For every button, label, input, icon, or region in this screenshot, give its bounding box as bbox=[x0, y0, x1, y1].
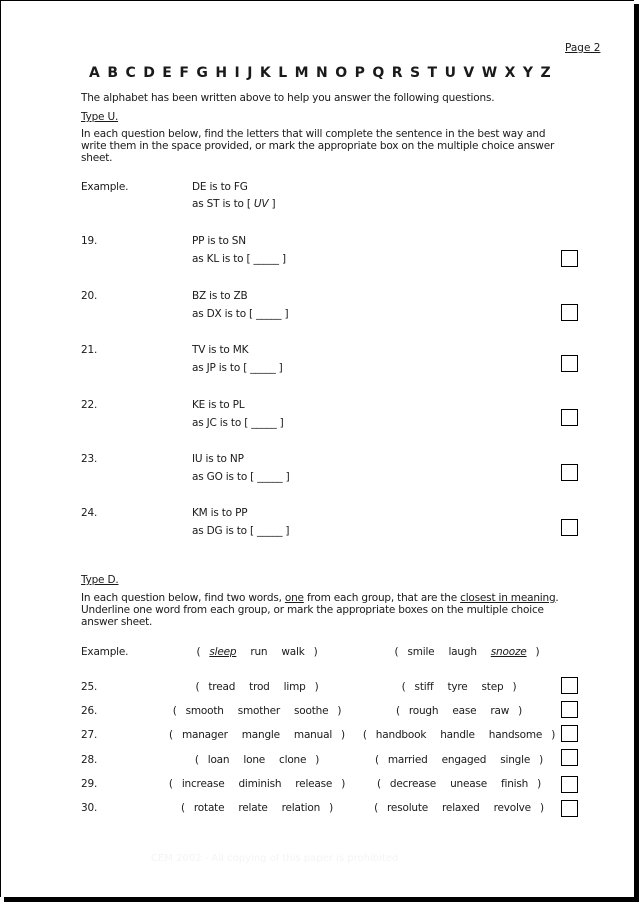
word-option[interactable]: laugh bbox=[448, 646, 477, 658]
question-number: 27. bbox=[81, 729, 98, 741]
question-line2: as JC is to [ _____ ] bbox=[192, 417, 284, 429]
open-paren: ( bbox=[376, 778, 381, 790]
word-option[interactable]: walk bbox=[281, 646, 305, 658]
question-line2: as GO is to [ _____ ] bbox=[192, 471, 290, 483]
close-paren: ) bbox=[518, 705, 523, 717]
close-paren: ) bbox=[535, 646, 540, 658]
word-option[interactable]: ease bbox=[452, 705, 477, 717]
open-paren: ( bbox=[194, 754, 199, 766]
alphabet-letter: Q bbox=[372, 65, 385, 81]
word-option[interactable]: lone bbox=[243, 754, 266, 766]
word-option[interactable]: loan bbox=[207, 754, 230, 766]
word-option[interactable]: mangle bbox=[241, 729, 280, 741]
open-paren: ( bbox=[395, 705, 400, 717]
answer-box[interactable] bbox=[561, 677, 578, 694]
answer-box[interactable] bbox=[561, 250, 578, 267]
answer-box[interactable] bbox=[561, 464, 578, 481]
question-line1: PP is to SN bbox=[192, 235, 246, 247]
alphabet-letter: N bbox=[316, 65, 328, 81]
question-line1: IU is to NP bbox=[192, 453, 244, 465]
word-option[interactable]: smooth bbox=[185, 705, 224, 717]
word-group bbox=[317, 646, 617, 658]
alphabet-letter: G bbox=[196, 65, 208, 81]
instr-part1: In each question below, find two words, bbox=[81, 592, 285, 604]
alphabet-letter: J bbox=[247, 65, 253, 81]
close-paren: ) bbox=[341, 729, 345, 741]
alphabet-letter: O bbox=[335, 65, 348, 81]
instr-closest: closest in meaning bbox=[460, 592, 556, 604]
word-option[interactable]: resolute bbox=[387, 802, 429, 814]
close-paren: ) bbox=[539, 754, 544, 766]
close-paren: ) bbox=[329, 802, 333, 814]
alphabet-letter: E bbox=[162, 65, 172, 81]
alphabet-letter: F bbox=[179, 65, 189, 81]
answer-box[interactable] bbox=[561, 701, 578, 718]
open-paren: ( bbox=[362, 729, 367, 741]
close-paren: ) bbox=[313, 646, 318, 658]
open-paren: ( bbox=[196, 646, 201, 658]
question-line1: KE is to PL bbox=[192, 399, 245, 411]
alphabet-letter: C bbox=[125, 65, 136, 81]
type-d-heading: Type D. bbox=[81, 574, 119, 586]
word-option[interactable]: married bbox=[387, 754, 428, 766]
answer-box[interactable] bbox=[561, 409, 578, 426]
close-paren: ) bbox=[551, 729, 556, 741]
type-d-instructions bbox=[81, 592, 566, 628]
answer-box[interactable] bbox=[561, 725, 578, 742]
answer-box[interactable] bbox=[561, 304, 578, 321]
word-option[interactable]: run bbox=[250, 646, 268, 658]
question-number: 22. bbox=[81, 399, 98, 411]
instr-part3: . Underline one word from each group, or mark the appropriate boxes on the multiple choice answer sheet. bbox=[81, 592, 559, 628]
close-paren: ) bbox=[337, 705, 342, 717]
alphabet-letter: A bbox=[89, 65, 100, 81]
open-paren: ( bbox=[374, 754, 379, 766]
question-number: 21. bbox=[81, 344, 98, 356]
question-number: 29. bbox=[81, 778, 98, 790]
question-number: 20. bbox=[81, 290, 98, 302]
example-suffix: ] bbox=[268, 198, 276, 210]
alphabet-letter: Z bbox=[540, 65, 551, 81]
word-option[interactable]: tread bbox=[208, 681, 236, 693]
word-option[interactable]: unease bbox=[450, 778, 488, 790]
footer-copyright: CEM 2002 - All copying of this paper is prohibited bbox=[151, 853, 399, 864]
instr-part2: from each group, that are the bbox=[303, 592, 461, 604]
type-d-example-label: Example. bbox=[81, 646, 129, 658]
alphabet-letter: M bbox=[294, 65, 309, 81]
word-option[interactable]: finish bbox=[501, 778, 529, 790]
type-u-instructions: In each question below, find the letters that will complete the sentence in the best way and write them in the space provided, or mark the appropriate box on the multiple choice answer sheet. bbox=[81, 128, 555, 164]
question-number: 23. bbox=[81, 453, 98, 465]
answer-box[interactable] bbox=[561, 749, 578, 766]
word-option[interactable]: revolve bbox=[493, 802, 531, 814]
page-shadow-bottom bbox=[4, 897, 639, 902]
question-line1: KM is to PP bbox=[192, 507, 248, 519]
word-option[interactable]: smother bbox=[237, 705, 281, 717]
word-option[interactable]: manager bbox=[181, 729, 228, 741]
question-number: 25. bbox=[81, 681, 98, 693]
alphabet-letter: B bbox=[107, 65, 118, 81]
question-line1: TV is to MK bbox=[192, 344, 249, 356]
question-number: 26. bbox=[81, 705, 98, 717]
question-line2: as JP is to [ _____ ] bbox=[192, 362, 283, 374]
open-paren: ( bbox=[195, 681, 200, 693]
word-option[interactable]: raw bbox=[490, 705, 510, 717]
question-line2: as DG is to [ _____ ] bbox=[192, 525, 290, 537]
alphabet-letter: S bbox=[409, 65, 421, 81]
alphabet-row bbox=[89, 65, 551, 81]
word-option[interactable]: sleep bbox=[209, 646, 237, 658]
alphabet-letter: T bbox=[427, 65, 438, 81]
word-option[interactable]: decrease bbox=[389, 778, 437, 790]
word-option[interactable]: snooze bbox=[490, 646, 527, 658]
alphabet-letter: X bbox=[504, 65, 516, 81]
question-line1: BZ is to ZB bbox=[192, 290, 248, 302]
word-option[interactable]: relate bbox=[238, 802, 268, 814]
close-paren: ) bbox=[512, 681, 517, 693]
intro-text: The alphabet has been written above to help you answer the following questions. bbox=[81, 92, 495, 104]
answer-box[interactable] bbox=[561, 519, 578, 536]
word-option[interactable]: stiff bbox=[414, 681, 434, 693]
word-option[interactable]: smile bbox=[407, 646, 435, 658]
word-option[interactable]: limp bbox=[283, 681, 306, 693]
open-paren: ( bbox=[374, 802, 379, 814]
word-option[interactable]: clone bbox=[279, 754, 307, 766]
answer-box[interactable] bbox=[561, 800, 578, 817]
question-line2: as KL is to [ _____ ] bbox=[192, 253, 286, 265]
word-option[interactable]: handsome bbox=[488, 729, 543, 741]
alphabet-letter: R bbox=[391, 65, 403, 81]
word-option[interactable]: increase bbox=[181, 778, 225, 790]
type-u-example-line2 bbox=[192, 198, 275, 210]
answer-box[interactable] bbox=[561, 355, 578, 372]
page-shadow-right bbox=[634, 4, 639, 902]
open-paren: ( bbox=[401, 681, 406, 693]
alphabet-letter: U bbox=[444, 65, 456, 81]
alphabet-letter: I bbox=[234, 65, 240, 81]
open-paren: ( bbox=[394, 646, 399, 658]
example-answer: UV bbox=[253, 198, 269, 210]
word-option[interactable]: diminish bbox=[238, 778, 282, 790]
question-number: 28. bbox=[81, 754, 98, 766]
word-option[interactable]: engaged bbox=[441, 754, 487, 766]
question-line2: as DX is to [ _____ ] bbox=[192, 308, 289, 320]
alphabet-letter: Y bbox=[522, 65, 534, 81]
open-paren: ( bbox=[181, 802, 185, 814]
word-option[interactable]: relaxed bbox=[442, 802, 480, 814]
page-number: Page 2 bbox=[565, 42, 601, 54]
open-paren: ( bbox=[169, 729, 173, 741]
word-option[interactable]: rough bbox=[408, 705, 439, 717]
type-u-heading: Type U. bbox=[81, 111, 119, 123]
close-paren: ) bbox=[341, 778, 346, 790]
word-option[interactable]: handle bbox=[440, 729, 475, 741]
close-paren: ) bbox=[314, 681, 319, 693]
type-u-example-label: Example. bbox=[81, 181, 129, 193]
type-u-example-line1: DE is to FG bbox=[192, 181, 248, 193]
word-option[interactable]: relation bbox=[281, 802, 321, 814]
alphabet-letter: K bbox=[259, 65, 271, 81]
close-paren: ) bbox=[539, 802, 544, 814]
word-option[interactable]: release bbox=[295, 778, 333, 790]
close-paren: ) bbox=[315, 754, 320, 766]
question-number: 19. bbox=[81, 235, 98, 247]
alphabet-letter: W bbox=[481, 65, 498, 81]
alphabet-letter: D bbox=[143, 65, 155, 81]
alphabet-letter: P bbox=[354, 65, 365, 81]
alphabet-letter: H bbox=[215, 65, 228, 81]
close-paren: ) bbox=[537, 778, 542, 790]
word-option[interactable]: step bbox=[481, 681, 504, 693]
question-number: 30. bbox=[81, 802, 98, 814]
word-option[interactable]: soothe bbox=[294, 705, 329, 717]
word-option[interactable]: tyre bbox=[447, 681, 468, 693]
word-option[interactable]: single bbox=[500, 754, 531, 766]
open-paren: ( bbox=[172, 705, 177, 717]
open-paren: ( bbox=[168, 778, 173, 790]
alphabet-letter: V bbox=[463, 65, 475, 81]
word-option[interactable]: handbook bbox=[375, 729, 427, 741]
answer-box[interactable] bbox=[561, 776, 578, 793]
word-option[interactable]: rotate bbox=[193, 802, 225, 814]
alphabet-letter: L bbox=[278, 65, 288, 81]
word-option[interactable]: trod bbox=[249, 681, 270, 693]
word-option[interactable]: manual bbox=[293, 729, 333, 741]
question-number: 24. bbox=[81, 507, 98, 519]
instr-one: one bbox=[284, 592, 304, 604]
example-prefix: as ST is to [ bbox=[192, 198, 254, 210]
